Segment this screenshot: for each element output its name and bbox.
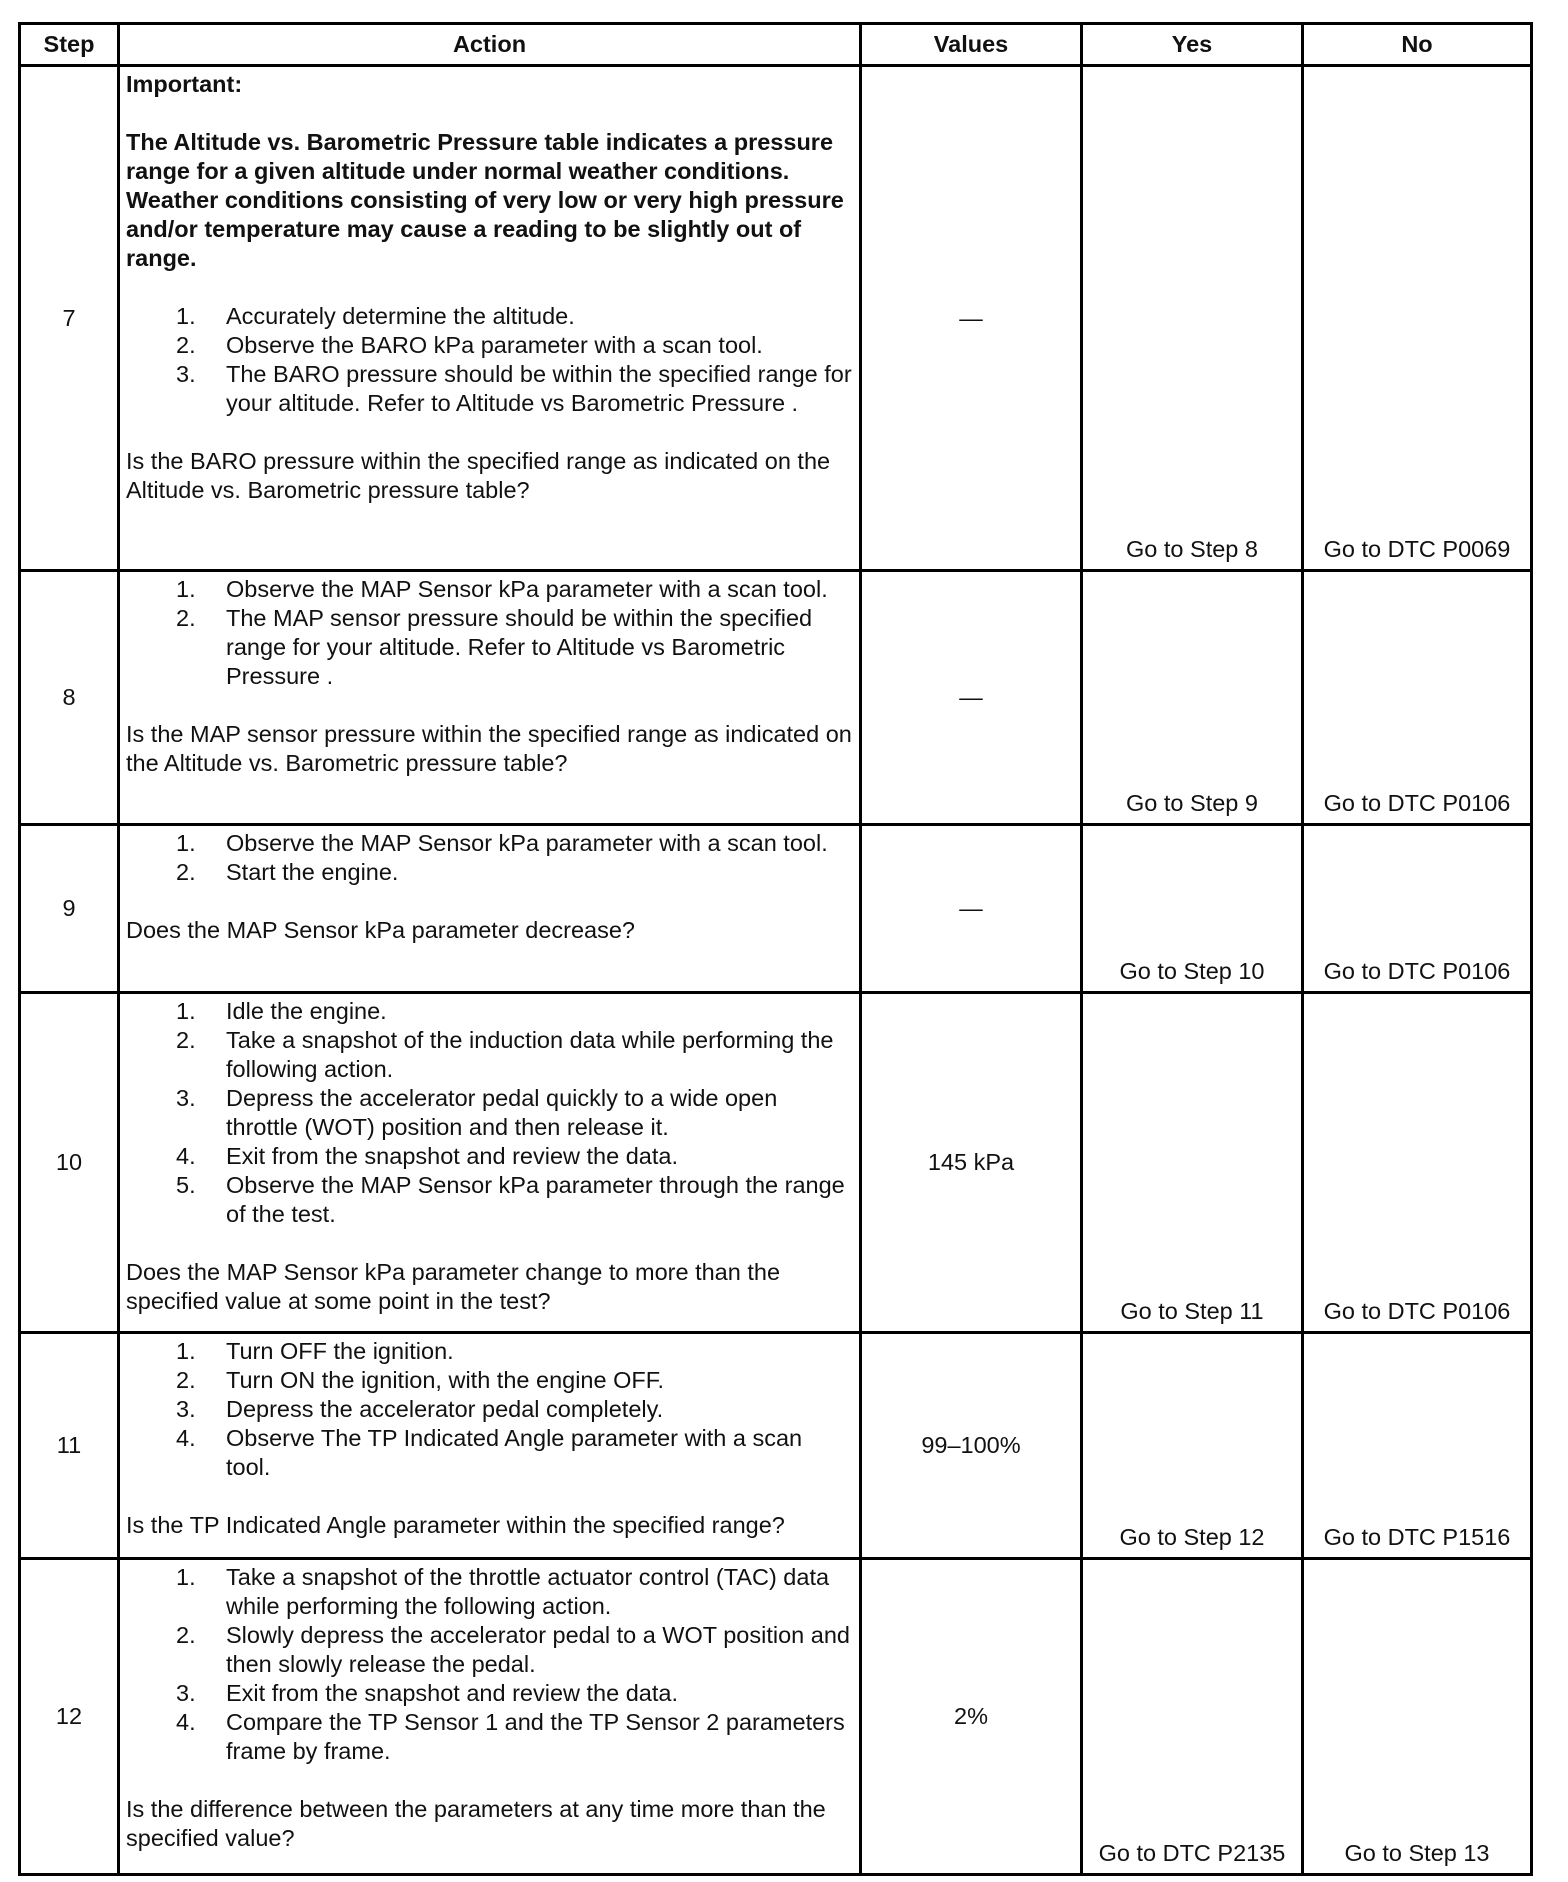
procedure-list xyxy=(126,575,853,691)
list-item: 3. Exit from the snapshot and review the data. xyxy=(176,1680,678,1706)
list-item: 4. Exit from the snapshot and review the data. xyxy=(176,1143,678,1169)
list-item: 3. Depress the accelerator pedal completely. xyxy=(176,1396,664,1422)
question-text: Is the BARO pressure within the specified range as indicated on the Altitude vs. Barometric pressure table? xyxy=(126,448,831,503)
header-step: Step xyxy=(20,24,119,66)
values-cell: — xyxy=(861,825,1082,993)
table-row xyxy=(20,1333,1532,1559)
table-row xyxy=(20,993,1532,1333)
values-cell: 2% xyxy=(861,1559,1082,1875)
action-cell xyxy=(119,1333,861,1559)
no-cell: Go to DTC P0106 xyxy=(1303,825,1532,993)
step-number: 10 xyxy=(20,993,119,1333)
header-yes: Yes xyxy=(1082,24,1303,66)
list-item: 2. Take a snapshot of the induction data while performing the following action. xyxy=(176,1027,834,1082)
list-item: 3. Depress the accelerator pedal quickly to a wide open throttle (WOT) position and then release it. xyxy=(176,1085,778,1140)
question-text: Is the TP Indicated Angle parameter within the specified range? xyxy=(126,1512,785,1538)
table-row xyxy=(20,66,1532,571)
values-cell: — xyxy=(861,571,1082,825)
list-item: 1. Observe the MAP Sensor kPa parameter with a scan tool. xyxy=(176,576,828,602)
header-row xyxy=(20,24,1532,66)
question-text: Is the MAP sensor pressure within the specified range as indicated on the Altitude vs. Barometric pressure table? xyxy=(126,721,852,776)
step-number: 12 xyxy=(20,1559,119,1875)
procedure-list xyxy=(126,1337,853,1482)
yes-cell: Go to Step 8 xyxy=(1082,66,1303,571)
procedure-list xyxy=(126,302,853,418)
yes-cell: Go to Step 11 xyxy=(1082,993,1303,1333)
table-row xyxy=(20,1559,1532,1875)
values-cell: 99–100% xyxy=(861,1333,1082,1559)
table-row xyxy=(20,825,1532,993)
question-text: Does the MAP Sensor kPa parameter decrease? xyxy=(126,917,636,943)
values-cell: — xyxy=(861,66,1082,571)
no-cell: Go to DTC P0106 xyxy=(1303,571,1532,825)
action-cell xyxy=(119,66,861,571)
list-item: 1. Accurately determine the altitude. xyxy=(176,303,575,329)
step-number: 8 xyxy=(20,571,119,825)
list-item: 1. Turn OFF the ignition. xyxy=(176,1338,454,1364)
list-item: 2. The MAP sensor pressure should be within the specified range for your altitude. Refer to Altitude vs Barometric Pressure . xyxy=(176,605,813,689)
step-number: 7 xyxy=(20,66,119,571)
yes-cell: Go to DTC P2135 xyxy=(1082,1559,1303,1875)
step-number: 11 xyxy=(20,1333,119,1559)
procedure-list xyxy=(126,1563,853,1766)
values-cell: 145 kPa xyxy=(861,993,1082,1333)
list-item: 2. Observe the BARO kPa parameter with a scan tool. xyxy=(176,332,763,358)
no-cell: Go to Step 13 xyxy=(1303,1559,1532,1875)
list-item: 4. Observe The TP Indicated Angle parameter with a scan tool. xyxy=(176,1425,803,1480)
list-item: 1. Idle the engine. xyxy=(176,998,387,1024)
important-label: Important: xyxy=(126,71,243,97)
action-cell xyxy=(119,993,861,1333)
diagnostic-table xyxy=(18,22,1533,1876)
list-item: 4. Compare the TP Sensor 1 and the TP Sensor 2 parameters frame by frame. xyxy=(176,1709,845,1764)
no-cell: Go to DTC P1516 xyxy=(1303,1333,1532,1559)
list-item: 2. Slowly depress the accelerator pedal to a WOT position and then slowly release the pedal. xyxy=(176,1622,850,1677)
header-no: No xyxy=(1303,24,1532,66)
list-item: 5. Observe the MAP Sensor kPa parameter through the range of the test. xyxy=(176,1172,845,1227)
yes-cell: Go to Step 12 xyxy=(1082,1333,1303,1559)
table-row xyxy=(20,571,1532,825)
question-text: Does the MAP Sensor kPa parameter change to more than the specified value at some point in the test? xyxy=(126,1259,781,1314)
action-cell xyxy=(119,1559,861,1875)
yes-cell: Go to Step 9 xyxy=(1082,571,1303,825)
list-item: 2. Turn ON the ignition, with the engine OFF. xyxy=(176,1367,665,1393)
list-item: 1. Observe the MAP Sensor kPa parameter with a scan tool. xyxy=(176,830,828,856)
important-note: The Altitude vs. Barometric Pressure table indicates a pressure range for a given altitude under normal weather conditions. Weather conditions consisting of very low or very high pressure and/or temperature may cause a reading to be slightly out of range. xyxy=(126,129,844,271)
yes-cell: Go to Step 10 xyxy=(1082,825,1303,993)
question-text: Is the difference between the parameters at any time more than the specified value? xyxy=(126,1796,826,1851)
procedure-list xyxy=(126,997,853,1229)
header-values: Values xyxy=(861,24,1082,66)
no-cell: Go to DTC P0069 xyxy=(1303,66,1532,571)
list-item: 1. Take a snapshot of the throttle actuator control (TAC) data while performing the following action. xyxy=(176,1564,830,1619)
list-item: 3. The BARO pressure should be within the specified range for your altitude. Refer to Altitude vs Barometric Pressure . xyxy=(176,361,852,416)
action-cell xyxy=(119,825,861,993)
step-number: 9 xyxy=(20,825,119,993)
header-action: Action xyxy=(119,24,861,66)
list-item: 2. Start the engine. xyxy=(176,859,399,885)
no-cell: Go to DTC P0106 xyxy=(1303,993,1532,1333)
action-cell xyxy=(119,571,861,825)
procedure-list xyxy=(126,829,853,887)
